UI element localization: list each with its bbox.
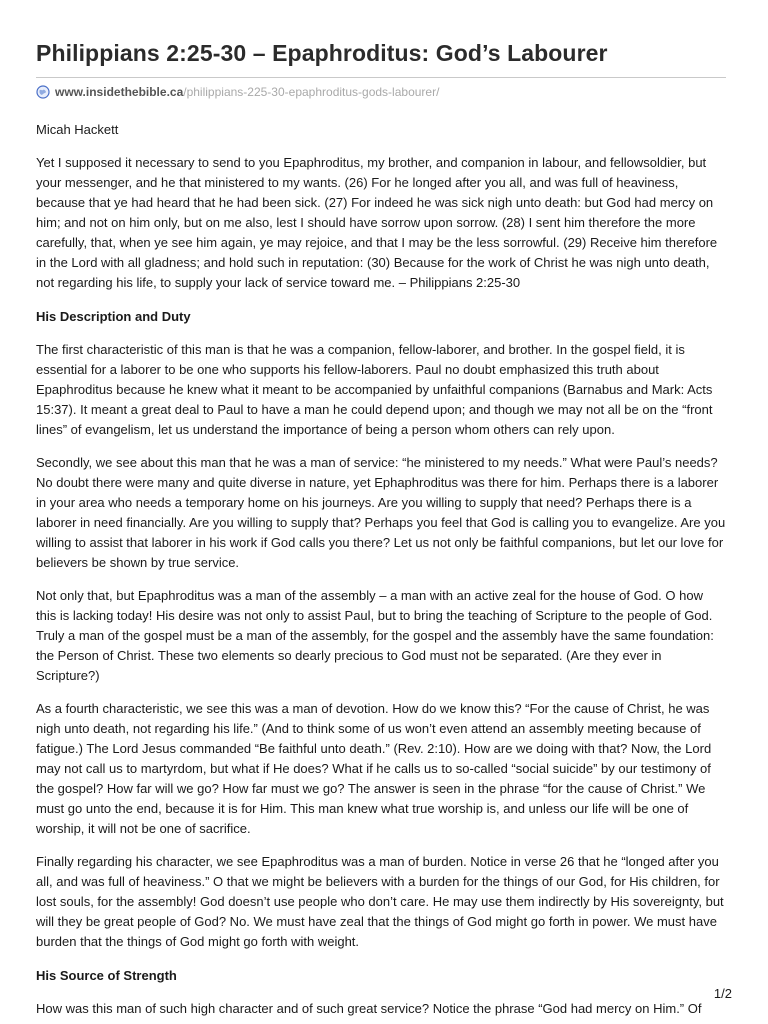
paragraph: Not only that, but Epaphroditus was a man of the assembly – a man with an active zeal for the house of God. O how this is lacking today! His desire was not only to assist Paul, but to bring the teaching of Scripture to the people of God. Truly a man of the gospel must be a man of the assembly, for the gospel and the assembly have the same foundation: the Person of Christ. These two elements so dearly precious to God must not be separated. (Are they ever in Scripture?) — [36, 588, 714, 683]
scripture-passage: Yet I supposed it necessary to send to you Epaphroditus, my brother, and companion in labour, and fellowsoldier, but your messenger, and he that ministered to my wants. (26) For he longed after you all, and was full of heaviness, because that ye had heard that he had been sick. (27) For indeed he was sick nigh unto death: but God had mercy on him; and not on him only, but on me also, lest I should have sorrow upon sorrow. (28) I sent him therefore the more carefully, that, when ye see him again, ye may rejoice, and that I may be the less sorrowful. (29) Receive him therefore in the Lord with all gladness; and hold such in reputation: (30) Because for the work of Christ he was nigh unto death, not regarding his life, to supply your lack of service toward me. – Philippians 2:25-30 — [36, 155, 718, 290]
paragraph: As a fourth characteristic, we see this was a man of devotion. How do we know this? “For the cause of Christ, he was nigh unto death, not regarding his life.” (And to think some of us won’t even attend an assembly meeting because of fatigue.) The Lord Jesus commanded “Be faithful unto death.” (Rev. 2:10). How are we doing with that? Now, the Lord may not call us to martyrdom, but what if He does? What if he calls us to so-called “social suicide” by our testimony of the gospel? How far will we go? How far must we go? The answer is seen in the phrase “for the cause of Christ.” We must go unto the end, because it is for Him. This man knew what true worship is, and unless our life will be one of worship, it will not be one of sacrifice. — [36, 701, 712, 836]
globe-icon — [36, 85, 50, 99]
page-title: Philippians 2:25-30 – Epaphroditus: God’s Labourer — [36, 40, 608, 66]
title-divider — [36, 77, 726, 78]
source-url[interactable] — [36, 84, 726, 100]
source-domain[interactable]: www.insidethebible.ca — [55, 85, 184, 99]
paragraph: Secondly, we see about this man that he was a man of service: “he ministered to my needs.” What were Paul’s needs? No doubt there were many and quite diverse in nature, yet Ephaphroditus was there for him. Perhaps there is a laborer in your area who needs a temporary home on his journeys. Are you willing to supply that need? Perhaps there is a laborer in need financially. Are you willing to supply that? Perhaps you feel that God is calling you to evangelize. Are you willing to assist that laborer in his work if God calls you there? Let us not only be faithful companions, but let our love for believers be shown by true service. — [36, 455, 726, 570]
section-heading-strength: His Source of Strength — [36, 968, 177, 983]
paragraph: The first characteristic of this man is that he was a companion, fellow-laborer, and brother. In the gospel field, it is essential for a laborer to be one who supports his fellow-laborers. Paul no doubt emphasized this truth about Epaphroditus because he knew what it meant to be accompanied by unfaithful companions (Barnabus and Mark: Acts 15:37). It meant a great deal to Paul to have a man he could depend upon; and though we may not all be on the “front lines” of evangelism, let us understand the importance of being a person whom others can rely upon. — [36, 342, 713, 437]
paragraph: How was this man of such high character and of such great service? Notice the phrase “God had mercy on Him.” Of — [36, 1001, 702, 1016]
paragraph: Finally regarding his character, we see Epaphroditus was a man of burden. Notice in verse 26 that he “longed after you all, and was full of heaviness.” O that we might be believers with a burden for the things of our God, for His children, for lost souls, for the assembly! God doesn’t use people who don’t care. He may use them indirectly by His sovereignty, but will they be great people of God? No. We must have zeal that the things of God might go forth in power. We must have burden that the things of God might go forth with weight. — [36, 854, 724, 949]
source-path[interactable]: /philippians-225-30-epaphroditus-gods-labourer/ — [183, 85, 440, 99]
author-name: Micah Hackett — [36, 122, 119, 137]
document-page — [36, 0, 726, 1019]
page-number: 1/2 — [713, 986, 732, 1001]
section-heading-description: His Description and Duty — [36, 309, 191, 324]
